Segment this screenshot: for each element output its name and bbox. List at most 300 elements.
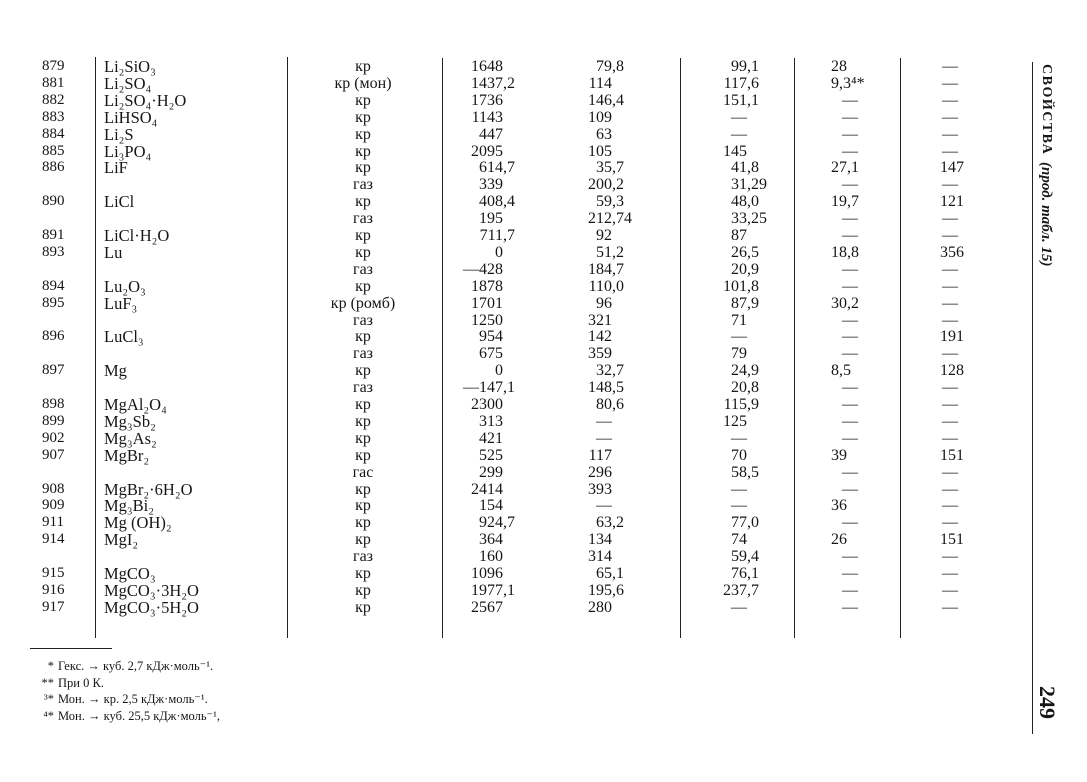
value-col-4: — bbox=[842, 463, 858, 481]
footnote-text: Гекс. → куб. 2,7 кДж·моль⁻¹. bbox=[58, 659, 214, 673]
value-col-2 bbox=[562, 92, 624, 109]
value-col-5: — bbox=[942, 108, 958, 126]
phase-state: газ bbox=[353, 345, 373, 363]
value-col-5: — bbox=[942, 227, 958, 244]
footnotes bbox=[30, 658, 350, 724]
table-row bbox=[0, 447, 1030, 464]
value-integer-part: 0 bbox=[495, 362, 503, 380]
value-col-4: — bbox=[842, 581, 858, 599]
value-col-5: — bbox=[942, 581, 958, 599]
value-col-2 bbox=[562, 464, 612, 481]
entry-number: 883 bbox=[42, 108, 65, 125]
running-header bbox=[1037, 64, 1055, 267]
value-col-1 bbox=[453, 58, 503, 75]
formula: MgBr₂ bbox=[104, 445, 150, 465]
value-col-2 bbox=[562, 565, 624, 582]
value-fraction-part: ,5 bbox=[747, 243, 759, 261]
value-integer-part: 114 bbox=[588, 74, 612, 92]
value-col-4: 39 bbox=[831, 446, 847, 464]
value-col-1 bbox=[453, 447, 503, 464]
value-col-4: — bbox=[842, 565, 858, 582]
value-fraction-part: ,7 bbox=[612, 159, 624, 177]
value-fraction-part: ,1 bbox=[612, 565, 624, 582]
value-integer-part: 134 bbox=[588, 531, 612, 549]
entry-number: 911 bbox=[42, 514, 64, 531]
formula: MgAl₂O₄ bbox=[104, 395, 167, 414]
value-col-2 bbox=[562, 430, 612, 447]
value-integer-part: 160 bbox=[479, 548, 503, 566]
formula: Mg₃As₂ bbox=[104, 428, 157, 448]
table-row bbox=[0, 312, 1030, 329]
value-fraction-part: ,7 bbox=[503, 227, 515, 244]
phase-state: гас bbox=[352, 463, 374, 481]
phase-state: кр bbox=[355, 396, 371, 413]
value-integer-part: 33 bbox=[731, 210, 747, 228]
phase-state: кр bbox=[355, 91, 371, 109]
entry-number: 898 bbox=[42, 396, 65, 412]
value-col-5: — bbox=[942, 598, 958, 616]
value-col-3 bbox=[697, 565, 759, 582]
entry-number: 914 bbox=[42, 531, 65, 548]
value-integer-part: 105 bbox=[588, 142, 612, 160]
value-col-2 bbox=[562, 447, 612, 464]
value-integer-part: 299 bbox=[479, 463, 503, 481]
value-col-2 bbox=[562, 75, 612, 92]
value-col-4: — bbox=[842, 108, 858, 126]
table-row bbox=[0, 75, 1030, 92]
value-integer-part: 237 bbox=[723, 581, 747, 599]
value-col-2 bbox=[562, 582, 624, 599]
table-row bbox=[0, 497, 1030, 514]
value-integer-part: 1977 bbox=[471, 581, 503, 599]
value-col-5: — bbox=[942, 463, 958, 481]
value-integer-part: — bbox=[731, 480, 747, 498]
phase-state: кр bbox=[355, 565, 371, 582]
value-col-2 bbox=[562, 481, 612, 498]
value-fraction-part: ,1 bbox=[747, 58, 759, 75]
value-integer-part: 74 bbox=[731, 531, 747, 549]
value-integer-part: 2414 bbox=[471, 480, 503, 498]
value-integer-part: 0 bbox=[495, 243, 503, 261]
value-integer-part: 63 bbox=[596, 125, 612, 143]
entry-number: 916 bbox=[42, 581, 65, 598]
value-fraction-part: ,7 bbox=[503, 159, 515, 177]
value-integer-part: 71 bbox=[731, 311, 747, 329]
phase-state: кр bbox=[355, 531, 371, 549]
value-integer-part: 110 bbox=[588, 277, 612, 295]
value-fraction-part: ,0 bbox=[747, 514, 759, 532]
value-fraction-part: ,29 bbox=[747, 176, 767, 194]
footnote-mark: * bbox=[47, 659, 54, 673]
value-col-2 bbox=[562, 176, 624, 193]
value-integer-part: — bbox=[731, 125, 747, 143]
formula: Mg (OH)₂ bbox=[104, 513, 172, 533]
formula: LiCl bbox=[104, 192, 135, 212]
value-integer-part: 1096 bbox=[471, 565, 503, 582]
value-integer-part: 77 bbox=[731, 514, 747, 532]
footnote bbox=[30, 675, 350, 692]
footnote-text: При 0 К. bbox=[58, 675, 104, 690]
value-col-3 bbox=[697, 447, 747, 464]
table-row bbox=[0, 599, 1030, 616]
value-col-1 bbox=[453, 565, 503, 582]
formula: Mg₃Sb₂ bbox=[104, 411, 156, 431]
table-row bbox=[0, 92, 1030, 109]
value-fraction-part: ,9 bbox=[747, 396, 759, 413]
value-integer-part: 26 bbox=[731, 243, 747, 261]
value-col-3 bbox=[697, 261, 759, 278]
value-fraction-part: ,74 bbox=[612, 210, 632, 228]
phase-state: газ bbox=[353, 176, 373, 194]
value-col-2 bbox=[562, 109, 612, 126]
value-integer-part: 31 bbox=[731, 176, 747, 194]
value-integer-part: — bbox=[731, 328, 747, 346]
formula: Li₂SiO₃ bbox=[104, 57, 156, 76]
value-integer-part: 313 bbox=[479, 412, 503, 430]
table-row bbox=[0, 413, 1030, 430]
value-col-5: 121 bbox=[940, 193, 964, 211]
value-integer-part: 421 bbox=[479, 429, 503, 447]
value-col-4: — bbox=[842, 91, 858, 109]
value-col-1 bbox=[453, 481, 503, 498]
phase-state: кр bbox=[355, 362, 371, 380]
value-col-2 bbox=[562, 244, 624, 261]
value-fraction-part: ,9 bbox=[747, 260, 759, 278]
table-row bbox=[0, 210, 1030, 227]
value-col-2 bbox=[562, 312, 612, 329]
value-col-4: — bbox=[842, 142, 858, 160]
value-col-3 bbox=[697, 497, 747, 514]
value-col-5: — bbox=[942, 345, 958, 363]
value-integer-part: 1878 bbox=[471, 277, 503, 295]
table-row bbox=[0, 565, 1030, 582]
value-integer-part: 364 bbox=[479, 531, 503, 549]
value-integer-part: 954 bbox=[479, 328, 503, 346]
value-fraction-part: ,2 bbox=[612, 176, 624, 194]
value-integer-part: 393 bbox=[588, 480, 612, 498]
value-integer-part: — bbox=[731, 598, 747, 616]
entry-number: 895 bbox=[42, 294, 65, 311]
value-integer-part: 51 bbox=[596, 243, 612, 261]
phase-state: газ bbox=[353, 311, 373, 329]
value-integer-part: 92 bbox=[596, 227, 612, 244]
phase-state: кр bbox=[355, 429, 371, 447]
footnote-mark: ⁴* bbox=[43, 708, 54, 723]
phase-state: газ bbox=[353, 548, 373, 566]
value-integer-part: 339 bbox=[479, 176, 503, 194]
value-integer-part: 87 bbox=[731, 227, 747, 244]
value-col-1 bbox=[453, 92, 503, 109]
value-col-5: — bbox=[942, 91, 958, 109]
value-integer-part: 1648 bbox=[471, 58, 503, 75]
value-fraction-part: ,5 bbox=[612, 379, 624, 397]
formula: MgCO₃ bbox=[104, 564, 156, 583]
value-integer-part: 146 bbox=[588, 91, 612, 109]
value-col-1 bbox=[453, 379, 515, 396]
value-col-4: — bbox=[842, 548, 858, 566]
entry-number: 909 bbox=[42, 497, 65, 514]
table-row bbox=[0, 159, 1030, 176]
value-fraction-part: ,2 bbox=[612, 514, 624, 532]
value-col-5: — bbox=[942, 125, 958, 143]
value-col-5: — bbox=[942, 497, 958, 515]
value-col-5: 151 bbox=[940, 531, 964, 549]
value-col-3 bbox=[697, 430, 747, 447]
value-col-3 bbox=[697, 92, 759, 109]
entry-number: 902 bbox=[42, 429, 65, 446]
value-col-4: 8,5 bbox=[831, 362, 851, 380]
value-col-4: — bbox=[842, 176, 858, 194]
value-col-4: — bbox=[842, 412, 858, 430]
value-col-1 bbox=[453, 109, 503, 126]
value-integer-part: 145 bbox=[723, 142, 747, 160]
value-col-5: — bbox=[942, 277, 958, 295]
value-fraction-part: ,4 bbox=[503, 193, 515, 211]
header-rule bbox=[1032, 62, 1033, 734]
value-fraction-part: ,8 bbox=[747, 379, 759, 397]
entry-number: 879 bbox=[42, 58, 65, 74]
value-fraction-part: ,6 bbox=[612, 396, 624, 413]
table-row bbox=[0, 193, 1030, 210]
value-col-4: — bbox=[842, 210, 858, 228]
value-col-5: — bbox=[942, 565, 958, 582]
value-col-5: 356 bbox=[940, 243, 964, 261]
value-col-2 bbox=[562, 548, 612, 565]
value-integer-part: 1250 bbox=[471, 311, 503, 329]
value-col-1 bbox=[453, 210, 503, 227]
value-col-3 bbox=[697, 75, 759, 92]
value-col-1 bbox=[453, 531, 503, 548]
value-col-4: — bbox=[842, 514, 858, 532]
footnote-text: Мон. → куб. 25,5 кДж·моль⁻¹, bbox=[58, 708, 221, 723]
value-fraction-part: ,1 bbox=[503, 379, 515, 397]
formula: LiHSO₄ bbox=[104, 107, 158, 127]
value-integer-part: 408 bbox=[479, 193, 503, 211]
phase-state: газ bbox=[353, 260, 373, 278]
value-integer-part: — bbox=[731, 108, 747, 126]
value-col-2 bbox=[562, 295, 612, 312]
value-col-3 bbox=[697, 295, 759, 312]
value-col-5: — bbox=[942, 514, 958, 532]
value-col-4: — bbox=[842, 260, 858, 278]
value-integer-part: 151 bbox=[723, 91, 747, 109]
value-fraction-part: ,7 bbox=[612, 260, 624, 278]
value-integer-part: —428 bbox=[463, 260, 503, 278]
phase-state: кр bbox=[355, 227, 371, 244]
value-col-1 bbox=[453, 396, 503, 413]
value-col-3 bbox=[697, 413, 747, 430]
value-fraction-part: ,8 bbox=[747, 277, 759, 295]
formula: Li₂SO₄ bbox=[104, 73, 152, 93]
value-col-4: — bbox=[842, 345, 858, 363]
value-integer-part: 212 bbox=[588, 210, 612, 228]
formula: Li₂SO₄·H₂O bbox=[104, 90, 187, 110]
value-integer-part: 1437 bbox=[471, 74, 503, 92]
phase-state: кр bbox=[355, 328, 371, 346]
table-row bbox=[0, 261, 1030, 278]
phase-state: кр bbox=[355, 142, 371, 160]
value-col-1 bbox=[453, 548, 503, 565]
table-row bbox=[0, 582, 1030, 599]
value-col-5: — bbox=[942, 294, 958, 312]
value-col-1 bbox=[453, 413, 503, 430]
value-col-3 bbox=[697, 582, 759, 599]
phase-state: кр bbox=[355, 514, 371, 532]
value-col-4: 26 bbox=[831, 531, 847, 549]
value-col-1 bbox=[453, 362, 503, 379]
phase-state: кр (мон) bbox=[334, 74, 392, 92]
page-number: 249 bbox=[1035, 686, 1060, 719]
table-row bbox=[0, 295, 1030, 312]
value-integer-part: 296 bbox=[588, 463, 612, 481]
value-integer-part: 109 bbox=[588, 108, 612, 126]
entry-number: 890 bbox=[42, 193, 65, 210]
table-row bbox=[0, 227, 1030, 244]
value-col-1 bbox=[453, 227, 515, 244]
table-row bbox=[0, 143, 1030, 160]
value-col-3 bbox=[697, 159, 759, 176]
value-fraction-part: ,2 bbox=[612, 243, 624, 261]
entry-number: 897 bbox=[42, 362, 65, 379]
value-col-4: — bbox=[842, 311, 858, 329]
formula: Lu bbox=[104, 242, 123, 262]
value-integer-part: 65 bbox=[596, 565, 612, 582]
value-col-4: — bbox=[842, 227, 858, 244]
value-fraction-part: ,0 bbox=[612, 277, 624, 295]
value-col-3 bbox=[697, 278, 759, 295]
value-integer-part: — bbox=[731, 429, 747, 447]
entry-number: 908 bbox=[42, 480, 65, 497]
value-col-2 bbox=[562, 599, 612, 616]
value-col-3 bbox=[697, 362, 759, 379]
value-col-5: — bbox=[942, 548, 958, 566]
value-col-5: — bbox=[942, 412, 958, 430]
value-integer-part: 20 bbox=[731, 379, 747, 397]
formula: LiF bbox=[104, 158, 128, 178]
value-col-5: — bbox=[942, 480, 958, 498]
phase-state: кр bbox=[355, 125, 371, 143]
value-col-3 bbox=[697, 345, 747, 362]
value-col-4: — bbox=[842, 396, 858, 413]
phase-state: кр bbox=[355, 58, 371, 75]
value-col-1 bbox=[453, 497, 503, 514]
entry-number: 899 bbox=[42, 412, 65, 429]
value-col-4: 27,1 bbox=[831, 159, 859, 177]
value-fraction-part: ,2 bbox=[503, 74, 515, 92]
value-integer-part: 1736 bbox=[471, 91, 503, 109]
value-integer-part: 58 bbox=[731, 463, 747, 481]
value-integer-part: 711 bbox=[479, 227, 503, 244]
value-col-4: 18,8 bbox=[831, 243, 859, 261]
value-integer-part: 675 bbox=[479, 345, 503, 363]
value-col-5: — bbox=[942, 311, 958, 329]
value-col-3 bbox=[697, 312, 747, 329]
value-integer-part: 924 bbox=[479, 514, 503, 532]
value-integer-part: 99 bbox=[731, 58, 747, 75]
formula: MgCO₃·5H₂O bbox=[104, 597, 199, 617]
value-col-2 bbox=[562, 497, 612, 514]
formula: MgCO₃·3H₂O bbox=[104, 580, 199, 600]
value-col-1 bbox=[453, 295, 503, 312]
value-col-2 bbox=[562, 362, 624, 379]
phase-state: газ bbox=[353, 210, 373, 228]
value-integer-part: — bbox=[596, 497, 612, 515]
value-col-1 bbox=[453, 430, 503, 447]
entry-number: 915 bbox=[42, 565, 65, 581]
value-col-1 bbox=[453, 244, 503, 261]
value-col-2 bbox=[562, 227, 612, 244]
phase-state: кр bbox=[355, 497, 371, 515]
value-integer-part: 148 bbox=[588, 379, 612, 397]
value-integer-part: 117 bbox=[723, 74, 747, 92]
formula: LiCl·H₂O bbox=[104, 226, 170, 245]
value-col-3 bbox=[697, 143, 747, 160]
phase-state: кр bbox=[355, 159, 371, 177]
value-col-3 bbox=[697, 58, 759, 75]
value-col-4: 9,3⁴* bbox=[831, 74, 865, 92]
value-col-3 bbox=[697, 481, 747, 498]
value-integer-part: 195 bbox=[588, 581, 612, 599]
running-title: СВОЙСТВА bbox=[1039, 64, 1054, 156]
value-col-2 bbox=[562, 514, 624, 531]
table-row bbox=[0, 362, 1030, 379]
phase-state: кр bbox=[355, 108, 371, 126]
value-col-1 bbox=[453, 599, 503, 616]
formula: MgI₂ bbox=[104, 530, 139, 550]
value-integer-part: 101 bbox=[723, 277, 747, 295]
value-fraction-part: ,4 bbox=[612, 91, 624, 109]
entry-number: 885 bbox=[42, 142, 65, 159]
value-col-1 bbox=[453, 328, 503, 345]
value-integer-part: 117 bbox=[588, 446, 612, 464]
value-fraction-part: ,0 bbox=[747, 193, 759, 211]
table-row bbox=[0, 430, 1030, 447]
table-row bbox=[0, 396, 1030, 413]
value-col-3 bbox=[697, 109, 747, 126]
footnote-text: Мон. → кр. 2,5 кДж·моль⁻¹. bbox=[58, 692, 208, 706]
value-col-5: — bbox=[942, 210, 958, 228]
value-col-5: 151 bbox=[940, 446, 964, 464]
table-row bbox=[0, 328, 1030, 345]
value-col-1 bbox=[453, 159, 515, 176]
value-integer-part: 59 bbox=[596, 193, 612, 211]
value-col-1 bbox=[453, 261, 503, 278]
phase-state: кр bbox=[355, 243, 371, 261]
value-fraction-part: ,1 bbox=[747, 91, 759, 109]
value-fraction-part: ,9 bbox=[747, 362, 759, 380]
entry-number: 893 bbox=[42, 243, 65, 260]
value-col-4: — bbox=[842, 328, 858, 346]
formula: Mg bbox=[104, 361, 127, 381]
formula: LuCl₃ bbox=[104, 327, 144, 347]
value-col-3 bbox=[697, 531, 747, 548]
table-row bbox=[0, 244, 1030, 261]
value-integer-part: 195 bbox=[479, 210, 503, 228]
value-integer-part: 70 bbox=[731, 446, 747, 464]
value-integer-part: 200 bbox=[588, 176, 612, 194]
value-fraction-part: ,4 bbox=[747, 548, 759, 566]
value-integer-part: 447 bbox=[479, 125, 503, 143]
table-row bbox=[0, 379, 1030, 396]
table-row bbox=[0, 481, 1030, 498]
value-col-3 bbox=[697, 599, 747, 616]
value-integer-part: 321 bbox=[588, 311, 612, 329]
value-col-4: 36 bbox=[831, 497, 847, 515]
value-col-3 bbox=[697, 126, 747, 143]
value-col-3 bbox=[697, 244, 759, 261]
value-col-1 bbox=[453, 345, 503, 362]
phase-state: кр bbox=[355, 446, 371, 464]
